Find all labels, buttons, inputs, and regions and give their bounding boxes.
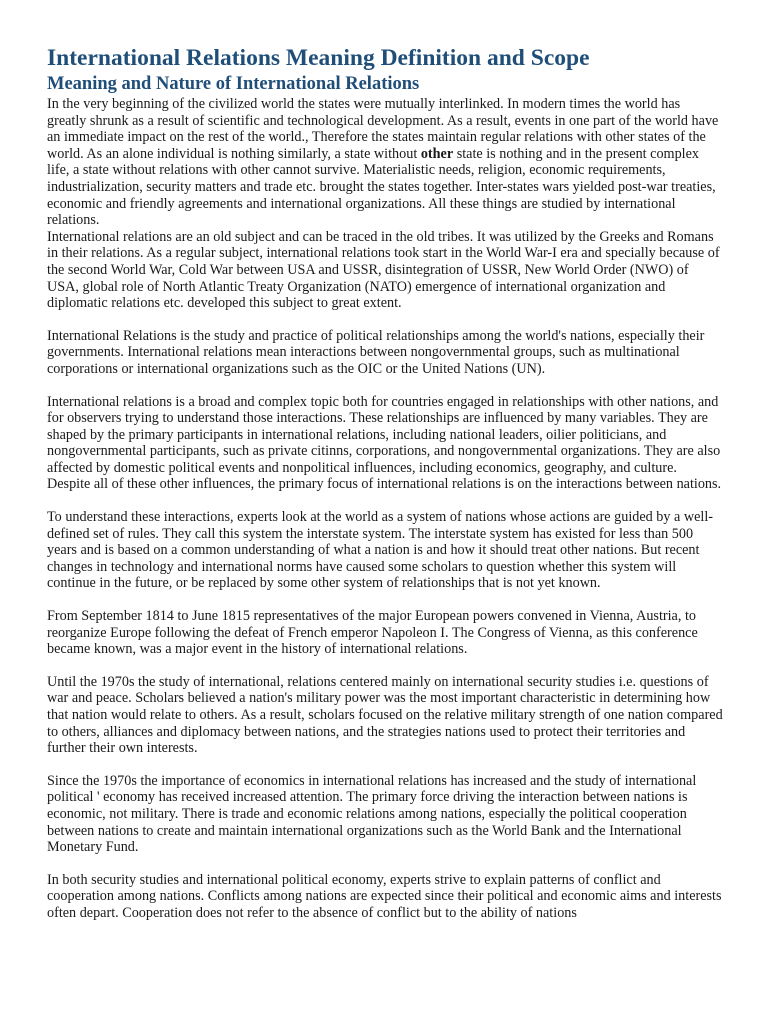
- paragraph-1: [47, 96, 723, 229]
- document-subtitle: Meaning and Nature of International Relations: [47, 74, 420, 94]
- paragraph-5: To understand these interactions, experts look at the world as a system of nations whose actions are guided by a well-defined set of rules. They call this system the interstate system. The interstate system has existed for less than 500 years and is based on a common understanding of what a nation is and how it should treat other nations. But recent changes in technology and international norms have caused some scholars to question whether this system will continue in the future, or be replaced by some other system of relationships that is not yet known.: [47, 509, 714, 592]
- paragraph-1-text-start: In the very beginning of the civilized world the states were mutually interlinked. In modern times the world has greatly shrunk as a result of scientific and technological development. As a result, events in one part of the world have an immediate impact on the rest of the world., Therefore the states maintain regular relations with other states of the world. As an alone individual is nothing similarly, a state without: [47, 96, 719, 162]
- document-title: International Relations Meaning Definition and Scope: [47, 45, 590, 71]
- paragraph-1-text-end: state is nothing and in the present complex life, a state without relations with other cannot survive. Materialistic needs, religion, economic requirements, industrialization, security matters and trade etc. brought the states together. Inter-states wars yielded post-war treaties, economic and friendly agreements and international organizations. All these things are studied by international relations.: [47, 145, 716, 229]
- paragraph-2: International relations are an old subject and can be traced in the old tribes. It was utilized by the Greeks and Romans in their relations. As a regular subject, international relations took start in the World War-I era and specially because of the second World War, Cold War between USA and USSR, disintegration of USSR, New World Order (NWO) of USA, global role of North Atlantic Treaty Organization (NATO) emergence of international organization and diplomatic relations etc. developed this subject to great extent.: [47, 228, 720, 312]
- paragraph-7: Until the 1970s the study of international, relations centered mainly on international security studies i.e. questions of war and peace. Scholars believed a nation's military power was the most important characteristic in determining how that nation would relate to others. As a result, scholars focused on the relative military strength of one nation compared to others, alliances and diplomacy between nations, and the strategies nations used to protect their territories and further their own interests.: [47, 673, 723, 757]
- paragraph-8: Since the 1970s the importance of economics in international relations has increased and the study of international political ' economy has received increased attention. The primary force driving the interaction between nations is economic, not military. There is trade and economic relations among nations, especially the political cooperation between nations to create and maintain international organizations such as the World Bank and the International Monetary Fund.: [47, 772, 697, 856]
- paragraph-3: International Relations is the study and practice of political relationships among the world's nations, especially their governments. International relations mean interactions between nongovernmental groups, such as multinational corporations or international organizations such as the OIC or the United Nations (UN).: [47, 327, 705, 377]
- paragraph-6: From September 1814 to June 1815 representatives of the major European powers convened in Vienna, Austria, to reorganize Europe following the defeat of French emperor Napoleon I. The Congress of Vienna, as this conference became known, was a major event in the history of international relations.: [47, 608, 698, 658]
- paragraph-9: In both security studies and international political economy, experts strive to explain patterns of conflict and cooperation among nations. Conflicts among nations are expected since their political and economic aims and interests often depart. Cooperation does not refer to the absence of conflict but to the ability of nations: [47, 871, 722, 921]
- document-page: [47, 44, 723, 922]
- paragraph-4: International relations is a broad and complex topic both for countries engaged in relationships with other nations, and for observers trying to understand those interactions. These relationships are influenced by many variables. They are shaped by the primary participants in international relations, including national leaders, oilier politicians, and nongovernmental participants, such as private citinns, corporations, and nongovernmental organizations. They are also affected by domestic political events and nonpolitical influences, including economics, geography, and culture. Despite all of these other influences, the primary focus of international relations is on the interactions between nations.: [47, 393, 722, 493]
- paragraph-1-bold-word: other: [420, 145, 454, 162]
